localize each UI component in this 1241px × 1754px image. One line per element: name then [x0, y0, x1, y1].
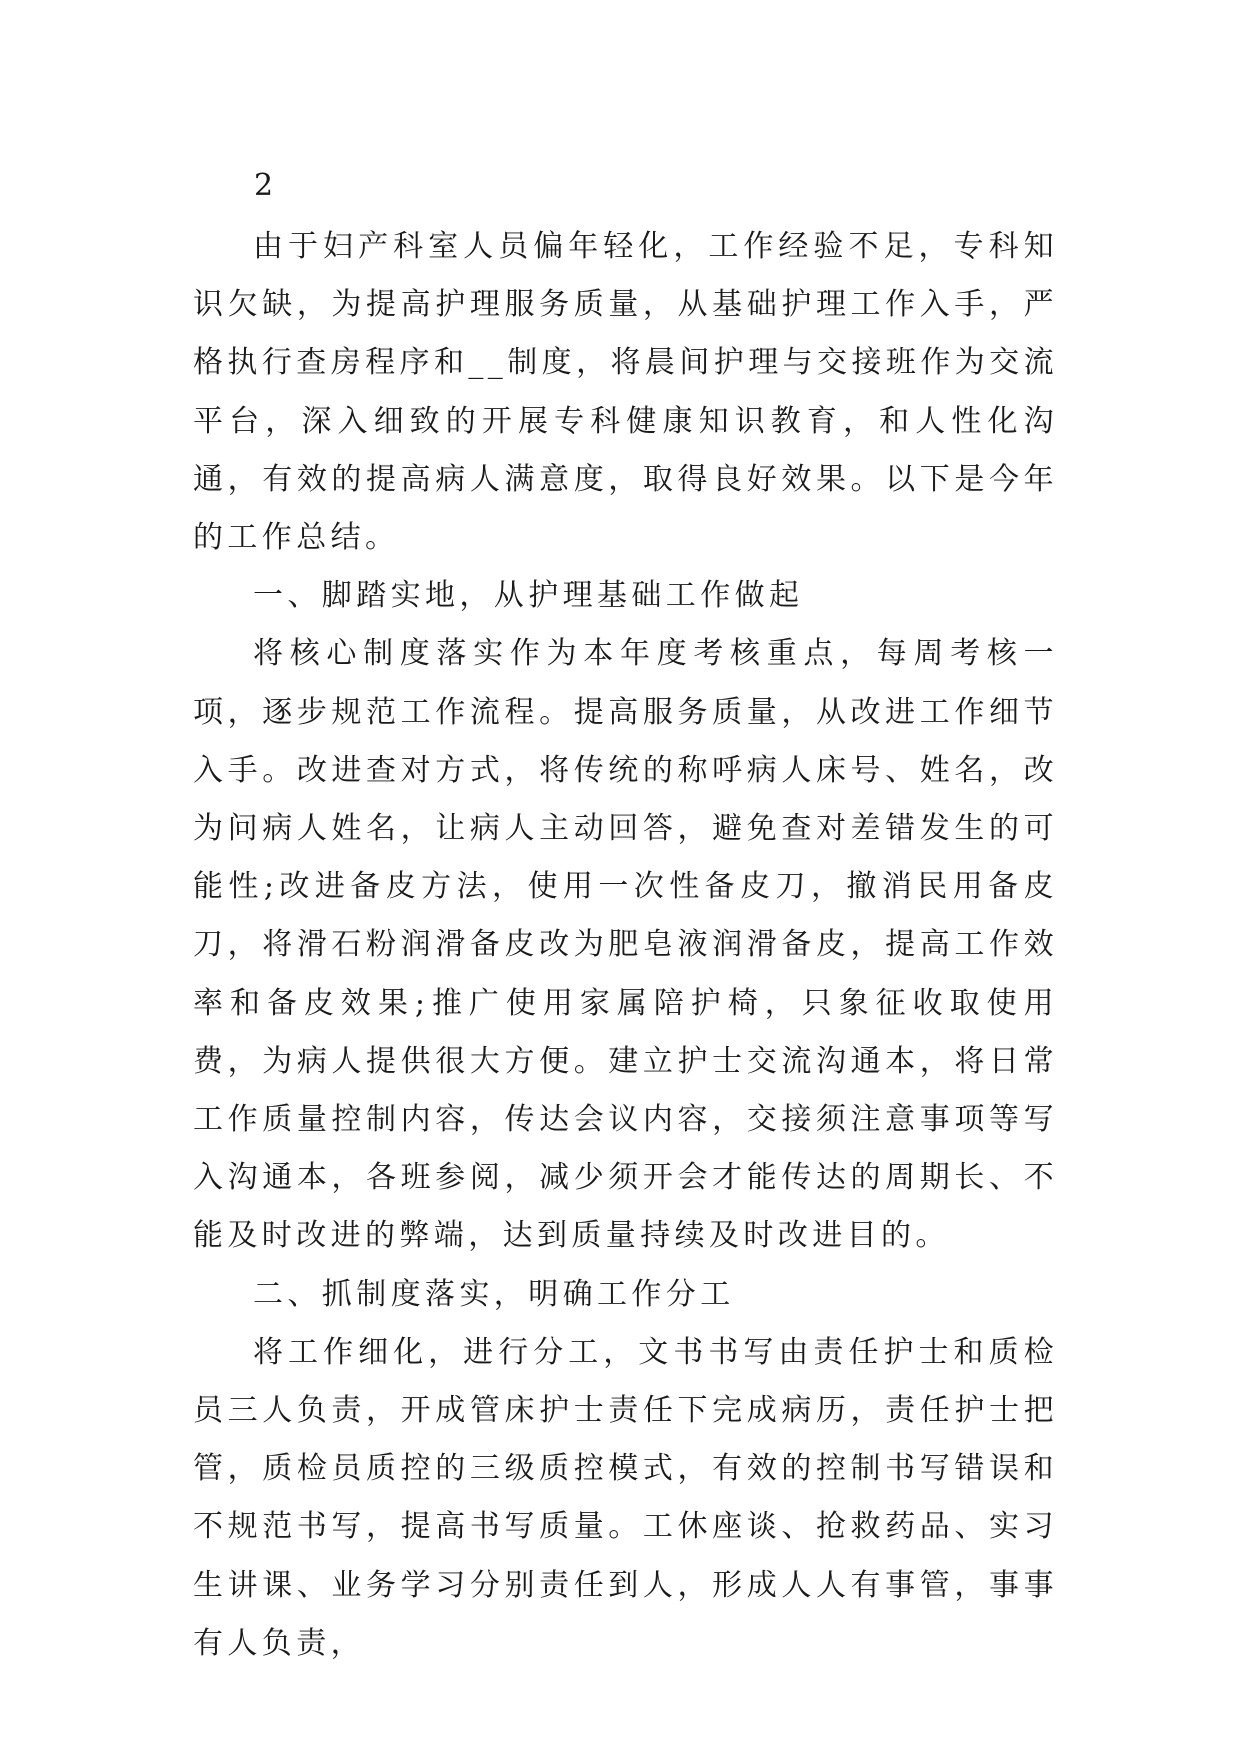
body-paragraph: 将核心制度落实作为本年度考核重点，每周考核一项，逐步规范工作流程。提高服务质量，从改进工作细节入手。改进查对方式，将传统的称呼病人床号、姓名，改为问病人姓名，让病人主动回答，避免查对差错发生的可能性;改进备皮方法，使用一次性备皮刀，撤消民用备皮刀，将滑石粉润滑备皮改为肥皂液润滑备皮，提高工作效率和备皮效果;推广使用家属陪护椅，只象征收取使用费，为病人提供很大方便。建立护士交流沟通本，将日常工作质量控制内容，传达会议内容，交接须注意事项等写入沟通本，各班参阅，减少须开会才能传达的周期长、不能及时改进的弊端，达到质量持续及时改进目的。: [193, 636, 1058, 1254]
body-paragraph: 将工作细化，进行分工，文书书写由责任护士和质检员三人负责，开成管床护士责任下完成病历，责任护士把管，质检员质控的三级质控模式，有效的控制书写错误和不规范书写，提高书写质量。工休座谈、抢救药品、实习生讲课、业务学习分别责任到人，形成人人有事管，事事有人负责，: [193, 1334, 1058, 1661]
body-paragraph: 由于妇产科室人员偏年轻化，工作经验不足，专科知识欠缺，为提高护理服务质量，从基础护理工作入手，严格执行查房程序和__制度，将晨间护理与交接班作为交流平台，深入细致的开展专科健康知识教育，和人性化沟通，有效的提高病人满意度，取得良好效果。以下是今年的工作总结。: [193, 229, 1058, 556]
page-number: 2: [254, 168, 274, 203]
section-heading: 一、脚踏实地，从护理基础工作做起: [253, 578, 804, 614]
section-heading: 二、抓制度落实，明确工作分工: [253, 1276, 735, 1312]
document-body: [193, 218, 1058, 1673]
